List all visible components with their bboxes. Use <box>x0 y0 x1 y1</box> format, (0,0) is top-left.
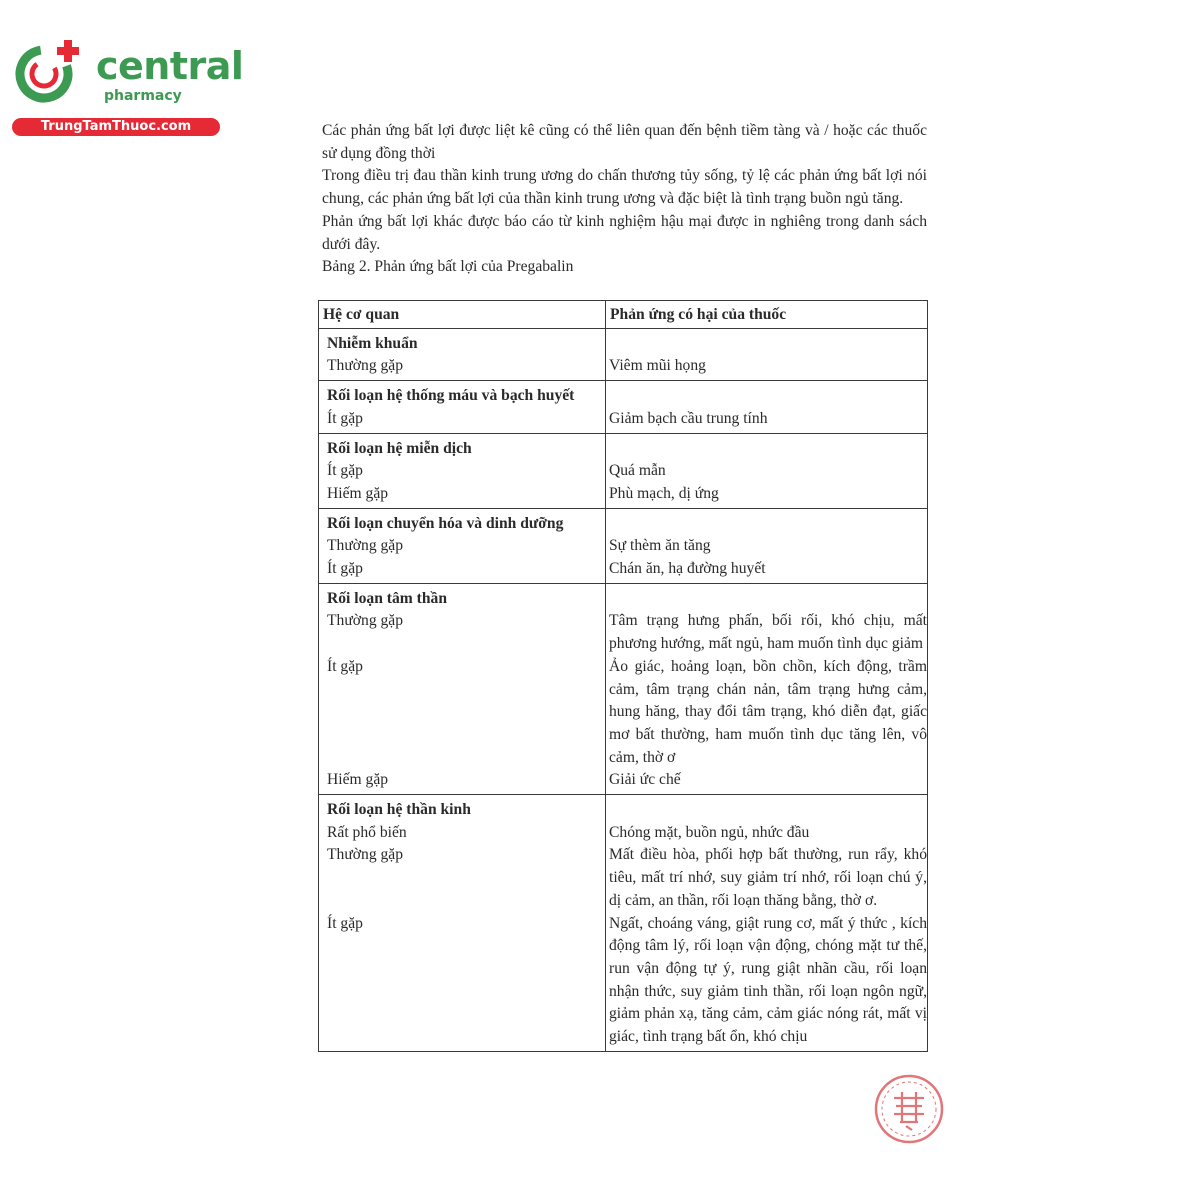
header-adverse-reaction: Phản ứng có hại của thuốc <box>606 301 928 329</box>
table-caption: Bảng 2. Phản ứng bất lợi của Pregabalin <box>322 258 574 276</box>
reaction-row <box>323 460 923 483</box>
reaction-row <box>323 844 927 912</box>
header-organ-system: Hệ cơ quan <box>319 301 606 329</box>
frequency-label: Hiếm gặp <box>327 484 389 502</box>
organ-system-title: Rối loạn hệ thần kinh <box>327 801 471 819</box>
reaction-row <box>323 483 923 506</box>
reaction-row <box>323 535 923 558</box>
reaction-row <box>323 913 927 1049</box>
frequency-label: Hiếm gặp <box>327 771 389 789</box>
reaction-list: Quá mẫn <box>609 462 666 480</box>
frequency-label: Thường gặp <box>327 846 404 864</box>
document-body <box>322 120 927 278</box>
table-group-row <box>319 328 928 380</box>
frequency-label: Ít gặp <box>327 657 363 675</box>
organ-system-title: Rối loạn tâm thần <box>327 589 447 607</box>
organ-system-title: Rối loạn hệ thống máu và bạch huyết <box>327 387 575 405</box>
frequency-label: Ít gặp <box>327 914 363 932</box>
paragraph: Phản ứng bất lợi khác được báo cáo từ kinh nghiệm hậu mại được in nghiêng trong danh sách dưới đây. <box>322 212 927 253</box>
table-group-row <box>319 433 928 508</box>
reaction-list: Giải ức chế <box>609 771 681 789</box>
table-group-row <box>319 381 928 433</box>
reaction-list: Ảo giác, hoảng loạn, bồn chồn, kích động, trầm cảm, tâm trạng chán nản, tâm trạng hưng cảm, hung hăng, thay đổi tâm trạng, khó diễn đạt, giấc mơ bất thường, ham muốn tình dục tăng lên, vô cảm, thờ ơ <box>609 657 927 766</box>
reaction-row <box>323 769 923 792</box>
frequency-label: Thường gặp <box>327 357 404 375</box>
brand-logo <box>10 38 244 138</box>
reaction-row <box>323 355 923 378</box>
reaction-list: Ngất, choáng váng, giật rung cơ, mất ý thức , kích động tâm lý, rối loạn vận động, chóng mặt tư thế, run vận động tự ý, rung giật nhãn cầu, rối loạn nhận thức, suy giảm tinh thần, rối loạn ngôn ngữ, giảm phản xạ, tăng cảm, cảm giác nóng rát, mất vị giác, tình trạng bất ổn, khó chịu <box>609 914 927 1046</box>
reaction-row <box>323 822 923 845</box>
frequency-label: Ít gặp <box>327 409 363 427</box>
table-group-cell <box>319 381 928 433</box>
logo-website-banner: TrungTamThuoc.com <box>12 118 220 136</box>
table-group-row <box>319 795 928 1052</box>
frequency-label: Ít gặp <box>327 560 363 578</box>
column-divider <box>605 300 606 1052</box>
reaction-row <box>323 408 923 431</box>
organ-system-title: Nhiễm khuẩn <box>327 334 418 352</box>
reaction-list: Sự thèm ăn tăng <box>609 537 711 555</box>
table-group-cell <box>319 433 928 508</box>
table-group-cell <box>319 795 928 1052</box>
frequency-label: Ít gặp <box>327 462 363 480</box>
company-seal-stamp <box>872 1072 946 1146</box>
reaction-list: Tâm trạng hưng phấn, bối rối, khó chịu, mất phương hướng, mất ngủ, ham muốn tình dục giảm <box>609 612 927 653</box>
logo-subtitle: pharmacy <box>104 88 182 104</box>
frequency-label: Thường gặp <box>327 537 404 555</box>
table-header-row <box>319 301 928 329</box>
reaction-list: Viêm mũi họng <box>609 357 706 375</box>
table-group-cell <box>319 328 928 380</box>
reaction-list: Mất điều hòa, phối hợp bất thường, run rẩy, khó tiêu, mất trí nhớ, suy giảm trí nhớ, rối loạn chú ý, dị cảm, an thần, rối loạn thăng bằng, thờ ơ. <box>609 846 927 909</box>
paragraph: Các phản ứng bất lợi được liệt kê cũng có thể liên quan đến bệnh tiềm tàng và / hoặc các thuốc sử dụng đồng thời <box>322 122 927 162</box>
paragraph: Trong điều trị đau thần kinh trung ương do chấn thương tủy sống, tỷ lệ các phản ứng bất lợi nói chung, các phản ứng bất lợi của thần kinh trung ương và đặc biệt là tình trạng buồn ngủ tăng. <box>322 167 927 208</box>
reaction-row <box>323 656 927 770</box>
table-group-cell <box>319 508 928 583</box>
reaction-list: Chóng mặt, buồn ngủ, nhức đầu <box>609 823 810 841</box>
organ-system-title: Rối loạn chuyển hóa và dinh dưỡng <box>327 514 564 532</box>
reaction-row <box>323 610 927 655</box>
reaction-list: Giảm bạch cầu trung tính <box>609 409 768 427</box>
adverse-reactions-table <box>318 300 928 1052</box>
logo-wordmark: central <box>96 44 244 88</box>
reaction-list: Phù mạch, dị ứng <box>609 484 719 502</box>
central-pharmacy-logo-icon <box>10 38 82 104</box>
table-group-row <box>319 508 928 583</box>
table-group-row <box>319 583 928 794</box>
frequency-label: Rất phổ biến <box>327 823 407 841</box>
reaction-row <box>323 558 923 581</box>
organ-system-title: Rối loạn hệ miễn dịch <box>327 439 472 457</box>
frequency-label: Thường gặp <box>327 612 404 630</box>
reaction-list: Chán ăn, hạ đường huyết <box>609 560 766 578</box>
table-body <box>319 328 928 1051</box>
table-group-cell <box>319 583 928 794</box>
